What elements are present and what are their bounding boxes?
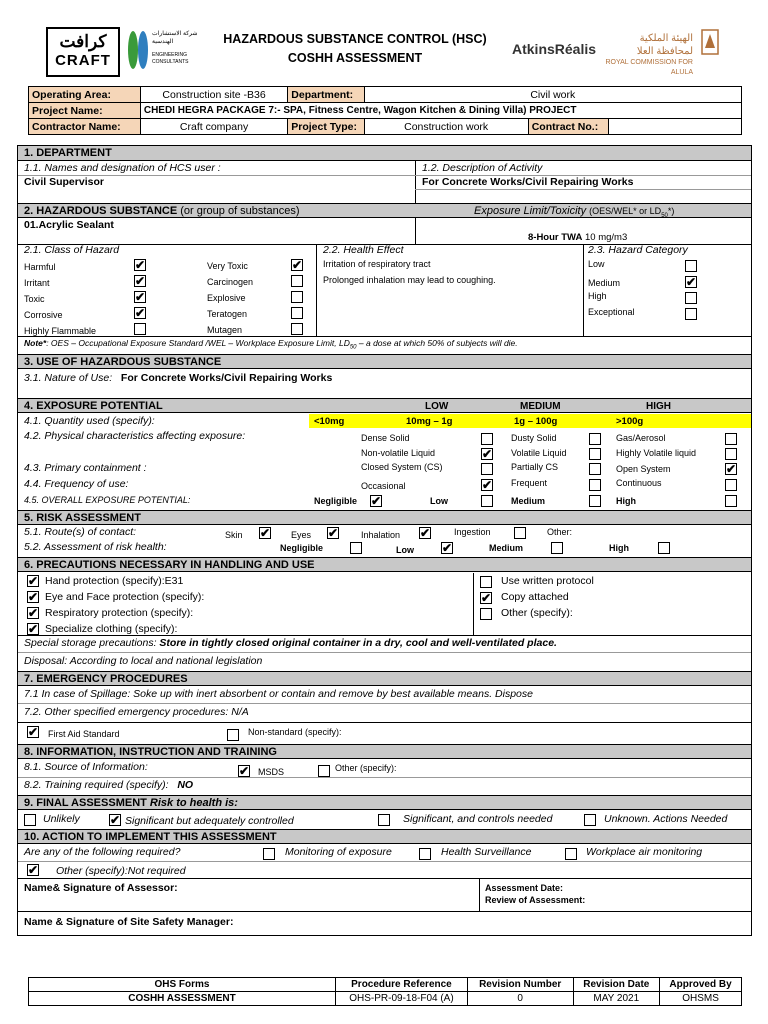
s1-row-line-2 bbox=[415, 189, 751, 190]
precaution-label-other-specify: Other (specify): bbox=[501, 607, 573, 619]
hazard-category-checkbox-high[interactable] bbox=[685, 292, 697, 304]
hazard-class-label-mutagen: Mutagen bbox=[207, 325, 243, 335]
final-checkbox-significant-and-controls-needed[interactable] bbox=[378, 814, 390, 826]
s10-q1: Are any of the following required? bbox=[24, 846, 181, 858]
s2-title-suffix: (or group of substances) bbox=[180, 205, 300, 217]
action-label-workplace-air-monitoring: Workplace air monitoring bbox=[586, 846, 703, 858]
phys-checkbox-gas-aerosol[interactable] bbox=[725, 433, 737, 445]
hazard-class-checkbox-corrosive[interactable]: ✔ bbox=[135, 306, 146, 320]
hazard-category-checkbox-medium[interactable]: ✔ bbox=[686, 275, 697, 289]
s2-twa-label: 8-Hour TWA bbox=[528, 232, 583, 243]
craft-logo-text: CRAFT bbox=[55, 52, 111, 69]
msds-checkbox[interactable]: ✔ bbox=[239, 764, 250, 778]
s4-title: 4. EXPOSURE POTENTIAL bbox=[24, 400, 163, 412]
hazard-class-label-toxic: Toxic bbox=[24, 294, 45, 304]
hazard-class-label-corrosive: Corrosive bbox=[24, 310, 63, 320]
s2-note-label: Note* bbox=[24, 338, 47, 348]
s1-row-line bbox=[18, 175, 751, 176]
overall-checkbox-low[interactable] bbox=[481, 495, 493, 507]
phys-checkbox-volatile-liquid[interactable] bbox=[589, 448, 601, 460]
route-label-inhalation: Inhalation bbox=[361, 530, 401, 540]
action-label-monitoring-of-exposure: Monitoring of exposure bbox=[285, 846, 392, 858]
s7-line bbox=[18, 703, 751, 704]
hazard-class-checkbox-teratogen[interactable] bbox=[291, 307, 303, 319]
s4-q3: 4.3. Primary containment : bbox=[24, 462, 147, 474]
risk-label-negligible: Negligible bbox=[280, 543, 324, 553]
s1-a1: Civil Supervisor bbox=[24, 176, 104, 188]
precaution-label-copy-attached: Copy attached bbox=[501, 591, 569, 603]
section-3-header: 3. USE OF HAZARDOUS SUBSTANCE bbox=[18, 354, 751, 369]
action-checkbox-workplace-air-monitoring[interactable] bbox=[565, 848, 577, 860]
rcu-logo-text: ROYAL COMMISSION FOR ALULA bbox=[605, 59, 693, 76]
s6-storage-value: Store in tightly closed original container in a dry, cool and well-ventilated place. bbox=[159, 637, 557, 649]
rcu-logo bbox=[603, 32, 723, 78]
s2-health-effect-2: Prolonged inhalation may lead to coughing. bbox=[323, 275, 496, 285]
s2-exposure-title bbox=[474, 204, 674, 224]
section-1-header: 1. DEPARTMENT bbox=[18, 146, 751, 161]
precaution-checkbox-eye-and-face-protection-specify[interactable]: ✔ bbox=[28, 590, 39, 604]
precaution-checkbox-respiratory-protection-specify[interactable]: ✔ bbox=[28, 606, 39, 620]
action-other-label: Other (specify):Not required bbox=[56, 865, 186, 877]
s2-note bbox=[24, 337, 518, 355]
frequency-checkbox-occasional[interactable]: ✔ bbox=[482, 478, 493, 492]
non-standard-checkbox[interactable] bbox=[227, 729, 239, 741]
phys-label-highly-volatile-liquid: Highly Volatile liquid bbox=[616, 448, 697, 458]
s8-q2: 8.2. Training required (specify): bbox=[24, 779, 169, 791]
frequency-checkbox-frequent[interactable] bbox=[589, 479, 601, 491]
precaution-checkbox-use-written-protocol[interactable] bbox=[480, 576, 492, 588]
s4-qty-4: >100g bbox=[616, 416, 644, 427]
s6-storage bbox=[24, 637, 557, 650]
form-title-line1: HAZARDOUS SUBSTANCE CONTROL (HSC) bbox=[223, 32, 487, 46]
hazard-category-checkbox-exceptional[interactable] bbox=[685, 308, 697, 320]
risk-label-medium: Medium bbox=[489, 543, 524, 553]
s2-exposure-label: Exposure Limit/Toxicity bbox=[474, 205, 587, 217]
hazard-category-label-low: Low bbox=[588, 259, 605, 269]
final-label-unlikely: Unlikely bbox=[43, 813, 80, 825]
risk-checkbox-low[interactable]: ✔ bbox=[442, 541, 453, 555]
s1-q1: 1.1. Names and designation of HCS user : bbox=[24, 162, 221, 174]
phys-label-dusty-solid: Dusty Solid bbox=[511, 433, 557, 443]
s2-category-title: 2.3. Hazard Category bbox=[588, 244, 688, 256]
frequency-label-continuous: Continuous bbox=[616, 478, 662, 488]
s8-line bbox=[18, 777, 751, 778]
s10-line-2 bbox=[18, 878, 751, 879]
s4-q4: 4.4. Frequency of use: bbox=[24, 478, 129, 490]
project-type-value: Construction work bbox=[364, 119, 528, 135]
operating-area-value: Construction site -B36 bbox=[140, 87, 287, 103]
final-label-significant-but-adequately-controlled: Significant but adequately controlled bbox=[125, 815, 294, 827]
risk-label-high: High bbox=[609, 543, 629, 553]
s2-exposure-suffix: (OES/WEL* or LD bbox=[589, 206, 662, 216]
project-info-table bbox=[28, 86, 742, 135]
contractor-value: Craft company bbox=[140, 119, 287, 135]
footer-h5: Approved By bbox=[660, 978, 742, 992]
phys-checkbox-dense-solid[interactable] bbox=[481, 433, 493, 445]
department-label: Department: bbox=[288, 87, 364, 103]
hazard-class-label-teratogen: Teratogen bbox=[207, 309, 248, 319]
precaution-label-use-written-protocol: Use written protocol bbox=[501, 575, 594, 587]
contractor-label: Contractor Name: bbox=[29, 119, 141, 135]
s4-qty-3: 1g – 100g bbox=[514, 416, 558, 427]
final-checkbox-unlikely[interactable] bbox=[24, 814, 36, 826]
footer-v1: COSHH ASSESSMENT bbox=[29, 992, 336, 1006]
footer-v2: OHS-PR-09-18-F04 (A) bbox=[336, 992, 468, 1006]
form-title bbox=[205, 30, 505, 68]
contract-no-value bbox=[609, 119, 742, 135]
footer-table bbox=[28, 977, 742, 1006]
s4-col-low: LOW bbox=[425, 401, 449, 412]
precaution-label-eye-and-face-protection-specify: Eye and Face protection (specify): bbox=[45, 591, 205, 603]
route-checkbox-inhalation[interactable]: ✔ bbox=[420, 526, 431, 540]
risk-label-low: Low bbox=[396, 545, 414, 555]
s3-a1: For Concrete Works/Civil Repairing Works bbox=[120, 372, 333, 384]
phys-checkbox-dusty-solid[interactable] bbox=[589, 433, 601, 445]
first-aid-label: First Aid Standard bbox=[48, 729, 120, 739]
section-10-header: 10. ACTION TO IMPLEMENT THIS ASSESSMENT bbox=[18, 829, 751, 844]
s2-divider-2 bbox=[316, 244, 317, 336]
s2-exposure-end: *) bbox=[667, 206, 675, 216]
s2-title: 2. HAZARDOUS SUBSTANCE bbox=[24, 205, 178, 217]
overall-checkbox-medium[interactable] bbox=[589, 495, 601, 507]
phys-label-non-volatile-liquid: Non-volatile Liquid bbox=[361, 448, 436, 458]
route-label-ingestion: Ingestion bbox=[454, 527, 491, 537]
assessment-date-label: Assessment Date: bbox=[485, 883, 564, 893]
first-aid-checkbox[interactable]: ✔ bbox=[28, 725, 39, 739]
hazard-class-checkbox-toxic[interactable]: ✔ bbox=[135, 290, 146, 304]
frequency-label-frequent: Frequent bbox=[511, 478, 548, 488]
atkins-logo bbox=[512, 41, 596, 57]
s1-a2: For Concrete Works/Civil Repairing Works bbox=[422, 176, 634, 188]
hazard-class-checkbox-carcinogen[interactable] bbox=[291, 275, 303, 287]
section-2-header bbox=[18, 203, 751, 218]
s2-divider-3 bbox=[583, 244, 584, 336]
precaution-checkbox-hand-protection-specify-e31[interactable]: ✔ bbox=[28, 574, 39, 588]
section-6-header: 6. PRECAUTIONS NECESSARY IN HANDLING AND USE bbox=[18, 557, 751, 572]
precaution-checkbox-other-specify[interactable] bbox=[480, 608, 492, 620]
section-5-header: 5. RISK ASSESSMENT bbox=[18, 510, 751, 525]
hazard-class-checkbox-mutagen[interactable] bbox=[291, 323, 303, 335]
route-checkbox-skin[interactable]: ✔ bbox=[260, 526, 271, 540]
s2-class-title: 2.1. Class of Hazard bbox=[24, 244, 120, 256]
hazard-category-checkbox-low[interactable] bbox=[685, 260, 697, 272]
s5-other-label: Other: bbox=[547, 527, 573, 537]
s4-qty-2: 10mg – 1g bbox=[406, 416, 453, 427]
info-other-checkbox[interactable] bbox=[318, 765, 330, 777]
assessor-label: Name& Signature of Assessor: bbox=[24, 882, 178, 894]
precaution-checkbox-specialize-clothing-specify[interactable]: ✔ bbox=[28, 622, 39, 636]
route-label-skin: Skin bbox=[225, 530, 243, 540]
raji-logo bbox=[126, 26, 196, 76]
form-title-line2: COSHH ASSESSMENT bbox=[287, 51, 423, 65]
final-label-unknown-actions-needed: Unknown. Actions Needed bbox=[604, 813, 728, 825]
s4-q2: 4.2. Physical characteristics affecting exposure: bbox=[24, 430, 246, 442]
final-label-significant-and-controls-needed: Significant, and controls needed bbox=[403, 813, 553, 825]
footer-h2: Procedure Reference bbox=[336, 978, 468, 992]
action-label-health-surveillance: Health Surveillance bbox=[441, 846, 532, 858]
s4-q1: 4.1. Quantity used (specify): bbox=[24, 415, 155, 427]
s6-disposal: Disposal: According to local and national legislation bbox=[24, 655, 263, 667]
frequency-checkbox-continuous[interactable] bbox=[725, 479, 737, 491]
final-checkbox-unknown-actions-needed[interactable] bbox=[584, 814, 596, 826]
phys-label-gas-aerosol: Gas/Aerosol bbox=[616, 433, 666, 443]
hazard-category-label-medium: Medium bbox=[588, 278, 621, 288]
containment-label-closed-system-cs: Closed System (CS) bbox=[361, 462, 443, 472]
footer-v4: MAY 2021 bbox=[573, 992, 660, 1006]
s7-line-2 bbox=[18, 722, 751, 723]
footer-h1: OHS Forms bbox=[29, 978, 336, 992]
containment-label-open-system: Open System bbox=[616, 464, 671, 474]
craft-logo-arabic: كرافت bbox=[59, 32, 107, 51]
footer-v5: OHSMS bbox=[660, 992, 742, 1006]
project-name-value: CHEDI HEGRA PACKAGE 7:- SPA, Fitness Centre, Wagon Kitchen & Dining Villa) PROJECT bbox=[140, 103, 741, 119]
risk-checkbox-negligible[interactable] bbox=[350, 542, 362, 554]
s2-note-text: : OES – Occupational Exposure Standard /WEL – Workplace Exposure Limit, LD bbox=[46, 338, 350, 348]
containment-checkbox-closed-system-cs[interactable] bbox=[481, 463, 493, 475]
containment-checkbox-open-system[interactable]: ✔ bbox=[726, 462, 737, 476]
footer-h4: Revision Date bbox=[573, 978, 660, 992]
s3-q1: 3.1. Nature of Use: bbox=[24, 372, 113, 384]
overall-checkbox-high[interactable] bbox=[725, 495, 737, 507]
overall-label-negligible: Negligible bbox=[314, 496, 358, 506]
raji-logo-arabic: شركة الاستشارات الهندسية bbox=[152, 31, 198, 45]
project-name-label: Project Name: bbox=[29, 103, 141, 119]
action-checkbox-monitoring-of-exposure[interactable] bbox=[263, 848, 275, 860]
s6-line-2 bbox=[18, 652, 751, 653]
s9-title: 9. FINAL ASSESSMENT bbox=[24, 797, 147, 809]
s8-a2: NO bbox=[177, 779, 194, 791]
s2-health-effect-1: Irritation of respiratory tract bbox=[323, 259, 431, 269]
manager-label: Name & Signature of Site Safety Manager: bbox=[24, 916, 234, 928]
s9-title-suffix: Risk to health is: bbox=[149, 797, 238, 809]
project-type-label: Project Type: bbox=[288, 119, 364, 135]
s10-line-3 bbox=[18, 911, 751, 912]
s8-training bbox=[24, 779, 193, 792]
overall-label-medium: Medium bbox=[511, 496, 546, 506]
route-label-eyes: Eyes bbox=[291, 530, 312, 540]
craft-logo bbox=[46, 27, 120, 77]
section-9-header bbox=[18, 795, 751, 810]
s2-health-title: 2.2. Health Effect bbox=[323, 244, 404, 256]
phys-checkbox-highly-volatile-liquid[interactable] bbox=[725, 448, 737, 460]
precaution-label-hand-protection-specify-e31: Hand protection (specify):E31 bbox=[45, 575, 184, 587]
risk-checkbox-medium[interactable] bbox=[551, 542, 563, 554]
overall-label-high: High bbox=[616, 496, 636, 506]
phys-checkbox-non-volatile-liquid[interactable]: ✔ bbox=[482, 447, 493, 461]
precaution-checkbox-copy-attached[interactable]: ✔ bbox=[481, 591, 492, 605]
s5-q1: 5.1. Route(s) of contact: bbox=[24, 526, 137, 538]
footer-h3: Revision Number bbox=[467, 978, 573, 992]
overall-checkbox-negligible[interactable]: ✔ bbox=[371, 494, 382, 508]
s10-line bbox=[18, 861, 751, 862]
hazard-class-checkbox-irritant[interactable]: ✔ bbox=[135, 274, 146, 288]
atkins-logo-text: AtkinsRéalis bbox=[512, 41, 597, 57]
hazard-category-label-exceptional: Exceptional bbox=[588, 307, 635, 317]
coshh-form bbox=[17, 145, 752, 936]
s2-note-sub: 50 bbox=[349, 344, 357, 351]
s7-other: 7.2. Other specified emergency procedures: N/A bbox=[24, 706, 249, 718]
section-4-header bbox=[18, 398, 751, 413]
hazard-category-label-high: High bbox=[588, 291, 607, 301]
precaution-label-specialize-clothing-specify: Specialize clothing (specify): bbox=[45, 623, 178, 635]
frequency-label-occasional: Occasional bbox=[361, 481, 406, 491]
s6-storage-label: Special storage precautions: bbox=[24, 637, 157, 649]
action-checkbox-health-surveillance[interactable] bbox=[419, 848, 431, 860]
s1-divider bbox=[415, 161, 416, 203]
s6-line bbox=[18, 635, 751, 636]
final-checkbox-significant-but-adequately-controlled[interactable]: ✔ bbox=[110, 813, 121, 827]
footer-v3: 0 bbox=[467, 992, 573, 1006]
s10-divider bbox=[479, 878, 480, 911]
hazard-class-checkbox-highly-flammable[interactable] bbox=[134, 323, 146, 335]
hazard-class-checkbox-explosive[interactable] bbox=[291, 291, 303, 303]
containment-label-partially-cs: Partially CS bbox=[511, 462, 559, 472]
hazard-class-checkbox-very-toxic[interactable]: ✔ bbox=[292, 258, 303, 272]
s4-q5: 4.5. OVERALL EXPOSURE POTENTIAL: bbox=[24, 495, 191, 505]
section-7-header: 7. EMERGENCY PROCEDURES bbox=[18, 671, 751, 686]
s3-line bbox=[24, 372, 332, 385]
raji-logo-sub: ENGINEERING CONSULTANTS bbox=[152, 52, 189, 65]
hazard-class-label-explosive: Explosive bbox=[207, 293, 246, 303]
s4-col-medium: MEDIUM bbox=[520, 401, 561, 412]
s5-q2: 5.2. Assessment of risk health: bbox=[24, 541, 167, 553]
route-checkbox-ingestion[interactable] bbox=[514, 527, 526, 539]
s1-q2: 1.2. Description of Activity bbox=[422, 162, 543, 174]
containment-checkbox-partially-cs[interactable] bbox=[589, 463, 601, 475]
msds-label: MSDS bbox=[258, 767, 285, 777]
overall-label-low: Low bbox=[430, 496, 448, 506]
route-checkbox-eyes[interactable]: ✔ bbox=[328, 526, 339, 540]
hazard-class-label-harmful: Harmful bbox=[24, 262, 56, 272]
rcu-emblem-icon bbox=[699, 28, 721, 58]
precaution-label-respiratory-protection-specify: Respiratory protection (specify): bbox=[45, 607, 194, 619]
phys-label-dense-solid: Dense Solid bbox=[361, 433, 410, 443]
s7-spillage: 7.1 In case of Spillage: Soke up with inert absorbent or contain and remove by best available means. Dispose bbox=[24, 688, 533, 700]
action-other-checkbox[interactable]: ✔ bbox=[28, 863, 39, 877]
operating-area-label: Operating Area: bbox=[29, 87, 141, 103]
department-value: Civil work bbox=[364, 87, 741, 103]
s6-divider bbox=[473, 573, 474, 635]
hazard-class-label-irritant: Irritant bbox=[24, 278, 50, 288]
hazard-class-label-highly-flammable: Highly Flammable bbox=[24, 326, 97, 336]
risk-checkbox-high[interactable] bbox=[658, 542, 670, 554]
s2-twa-value: 10 mg/m3 bbox=[585, 232, 628, 243]
contract-no-label: Contract No.: bbox=[528, 119, 609, 135]
s4-qty-1: <10mg bbox=[314, 416, 345, 427]
s2-exposure-sub: 50 bbox=[661, 213, 668, 220]
non-standard-label: Non-standard (specify): bbox=[248, 727, 342, 737]
s2-twa bbox=[528, 231, 627, 244]
s2-divider bbox=[415, 218, 416, 244]
review-label: Review of Assessment: bbox=[485, 895, 586, 905]
phys-label-volatile-liquid: Volatile Liquid bbox=[511, 448, 567, 458]
hazard-class-label-very-toxic: Very Toxic bbox=[207, 261, 248, 271]
hazard-class-checkbox-harmful[interactable]: ✔ bbox=[135, 258, 146, 272]
raji-logo-mark bbox=[126, 28, 150, 72]
hazard-class-label-carcinogen: Carcinogen bbox=[207, 277, 254, 287]
s2-substance: 01.Acrylic Sealant bbox=[24, 219, 114, 231]
s8-q1: 8.1. Source of Information: bbox=[24, 761, 148, 773]
s2-note-end: – a dose at which 50% of subjects will die. bbox=[356, 338, 518, 348]
section-8-header: 8. INFORMATION, INSTRUCTION AND TRAINING bbox=[18, 744, 751, 759]
rcu-logo-arabic: الهيئة الملكية لمحافظة العلا bbox=[636, 33, 693, 57]
s4-col-high: HIGH bbox=[646, 401, 671, 412]
info-other-label: Other (specify): bbox=[335, 763, 397, 773]
